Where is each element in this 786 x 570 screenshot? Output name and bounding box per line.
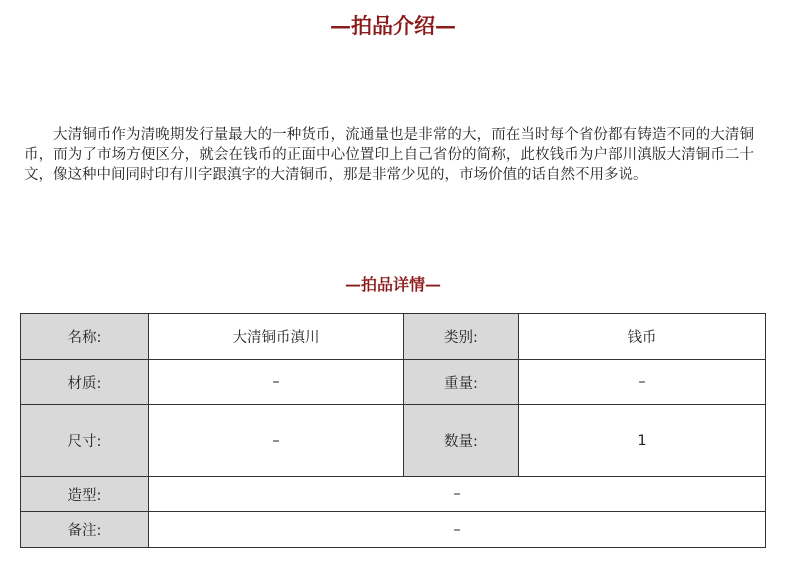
name-label: 名称: — [21, 314, 149, 360]
shape-value: – — [149, 477, 766, 512]
material-label: 材质: — [21, 360, 149, 405]
remark-value: – — [149, 512, 766, 548]
weight-label: 重量: — [404, 360, 519, 405]
lot-intro-text: 大清铜币作为清晚期发行量最大的一种货币，流通量也是非常的大，而在当时每个省份都有铸造不同的大清铜币，而为了市场方便区分，就会在钱币的正面中心位置印上自己省份的简称，此枚钱币为户部川滇版大清铜币二十文，像这种中间同时印有川字跟滇字的大清铜币，那是非常少见的，市场价值的话自然不用多说。 — [24, 126, 754, 183]
size-value: – — [149, 405, 404, 477]
lot-details-table — [20, 313, 766, 548]
category-label: 类别: — [404, 314, 519, 360]
table-row — [21, 360, 766, 405]
table-row — [21, 405, 766, 477]
lot-intro-heading: —拍品介绍— — [330, 13, 456, 38]
lot-details-heading: —拍品详情— — [344, 275, 441, 294]
remark-label: 备注: — [21, 512, 149, 548]
name-value: 大清铜币滇川 — [149, 314, 404, 360]
table-row — [21, 477, 766, 512]
shape-label: 造型: — [21, 477, 149, 512]
category-value: 钱币 — [519, 314, 766, 360]
quantity-value: 1 — [519, 405, 766, 477]
weight-value: – — [519, 360, 766, 405]
table-row — [21, 512, 766, 548]
table-row — [21, 314, 766, 360]
size-label: 尺寸: — [21, 405, 149, 477]
material-value: – — [149, 360, 404, 405]
quantity-label: 数量: — [404, 405, 519, 477]
